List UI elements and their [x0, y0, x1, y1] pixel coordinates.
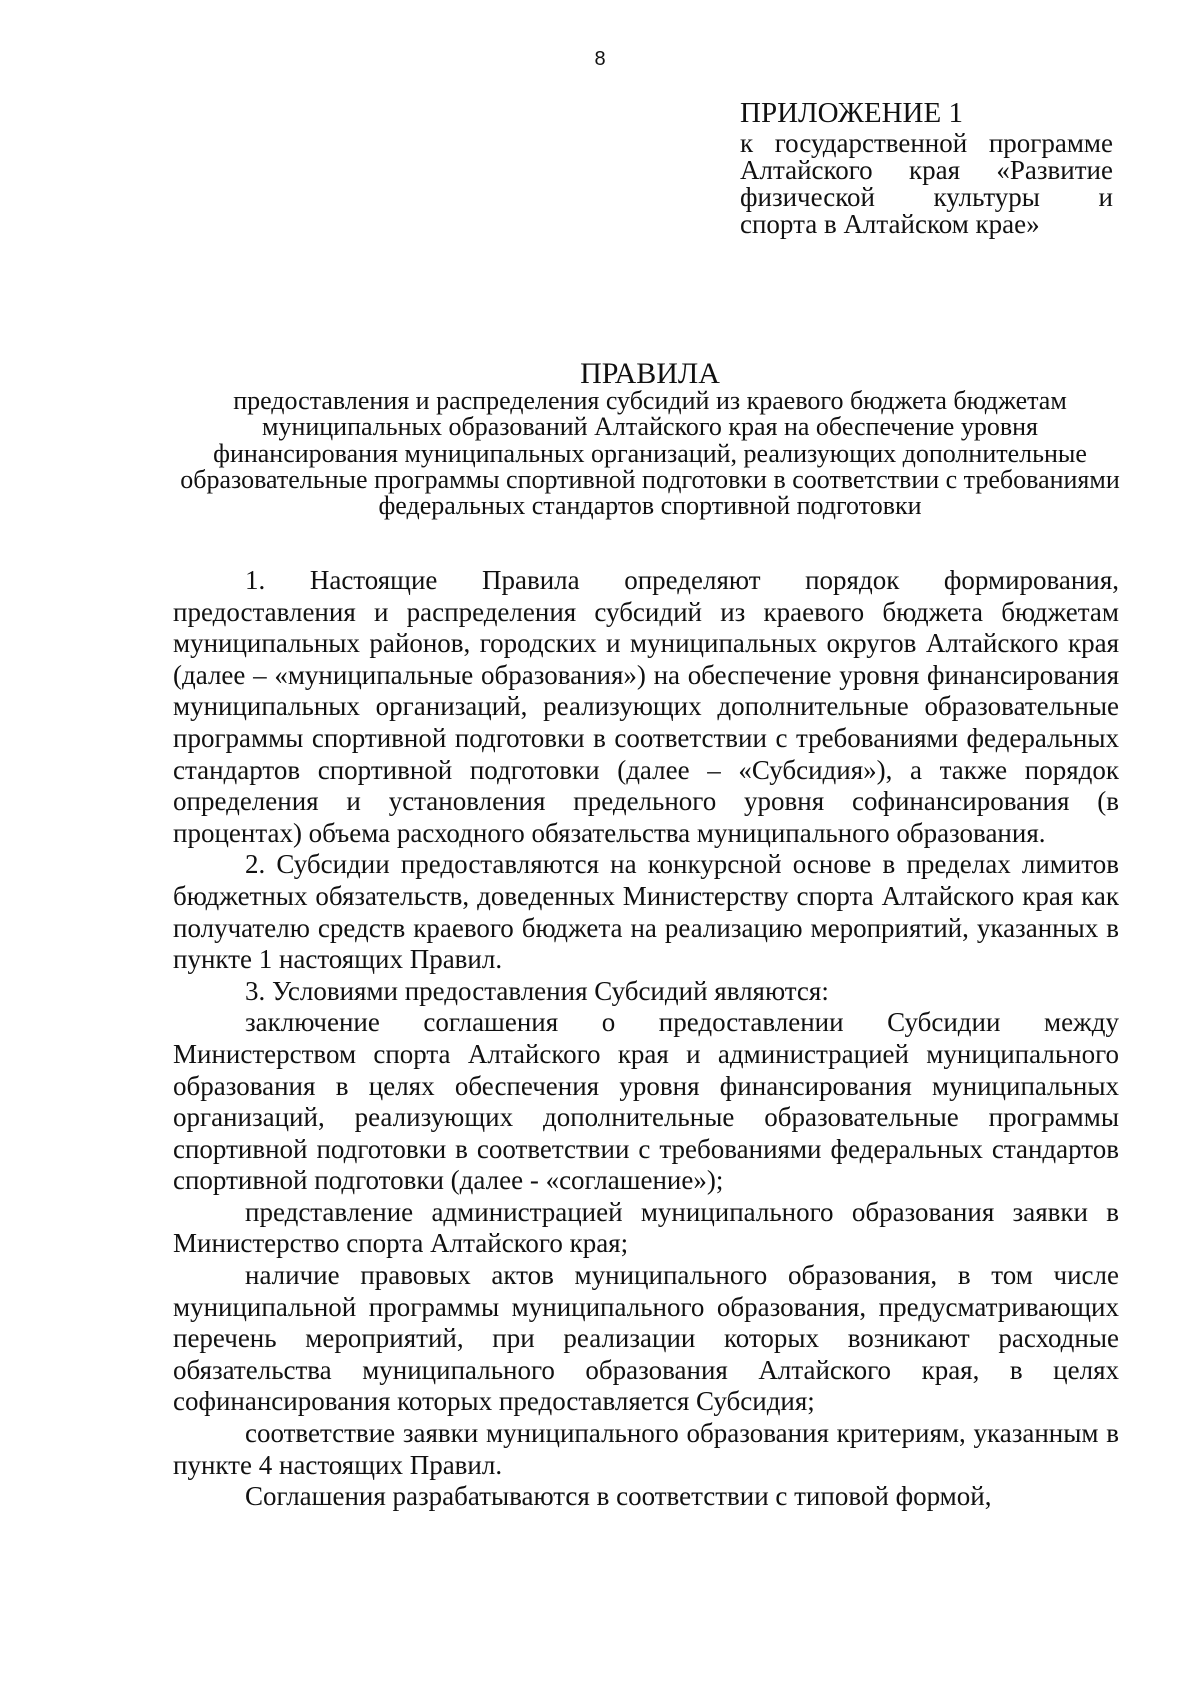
appendix-block — [740, 96, 1113, 238]
rules-title: ПРАВИЛА — [580, 357, 720, 390]
condition-legal-acts: наличие правовых актов муниципального образования, в том числе муниципальной программы муниципального образования, предусматривающих перечень мероприятий, при реализации которых возникают расходные обязательства муниципального образования Алтайского края, в целях софинансирования которых предоставляется Субсидия; — [173, 1260, 1119, 1417]
page-number: 8 — [594, 48, 606, 70]
appendix-title: ПРИЛОЖЕНИЕ 1 — [740, 97, 963, 129]
condition-application: представление администрацией муниципального образования заявки в Министерство спорта Алтайского края; — [173, 1196, 1119, 1259]
document-body — [173, 565, 1119, 1513]
paragraph-1: 1. Настоящие Правила определяют порядок формирования, предоставления и распределения субсидий из краевого бюджета бюджетам муниципальных районов, городских и муниципальных округов Алтайского края (далее – «муниципальные образования») на обеспечение уровня финансирования муниципальных организаций, реализующих дополнительные образовательные программы спортивной подготовки в соответствии с требованиями федеральных стандартов спортивной подготовки (далее – «Субсидия»), а также порядок определения и установления предельного уровня софинансирования (в процентах) объема расходного обязательства муниципального образования. — [173, 565, 1119, 848]
appendix-line: спорта в Алтайском крае» — [740, 209, 1040, 239]
appendix-line: к государственной программе — [740, 128, 1113, 158]
paragraph-agreements: Соглашения разрабатываются в соответствии с типовой формой, — [245, 1481, 992, 1512]
appendix-line: физической культуры и — [740, 182, 1113, 212]
paragraph-2: 2. Субсидии предоставляются на конкурсной основе в пределах лимитов бюджетных обязательств, доведенных Министерству спорта Алтайского края как получателю средств краевого бюджета на реализацию мероприятий, указанных в пункте 1 настоящих Правил. — [173, 849, 1119, 975]
condition-criteria: соответствие заявки муниципального образования критериям, указанным в пункте 4 настоящих Правил. — [173, 1418, 1119, 1480]
appendix-line: Алтайского края «Развитие — [740, 155, 1113, 185]
rules-subtitle: предоставления и распределения субсидий из краевого бюджета бюджетам муниципальных образований Алтайского края на обеспечение уровня финансирования муниципальных организаций, реализующих дополнительные образовательные программы спортивной подготовки в соответствии с требованиями федеральных стандартов спортивной подготовки — [180, 386, 1120, 521]
condition-agreement: заключение соглашения о предоставлении Субсидии между Министерством спорта Алтайского края и администрацией муниципального образования в целях обеспечения уровня финансирования муниципальных организаций, реализующих дополнительные образовательные программы спортивной подготовки в соответствии с требованиями федеральных стандартов спортивной подготовки (далее - «соглашение»); — [173, 1007, 1119, 1196]
paragraph-3: 3. Условиями предоставления Субсидий являются: — [245, 975, 829, 1006]
